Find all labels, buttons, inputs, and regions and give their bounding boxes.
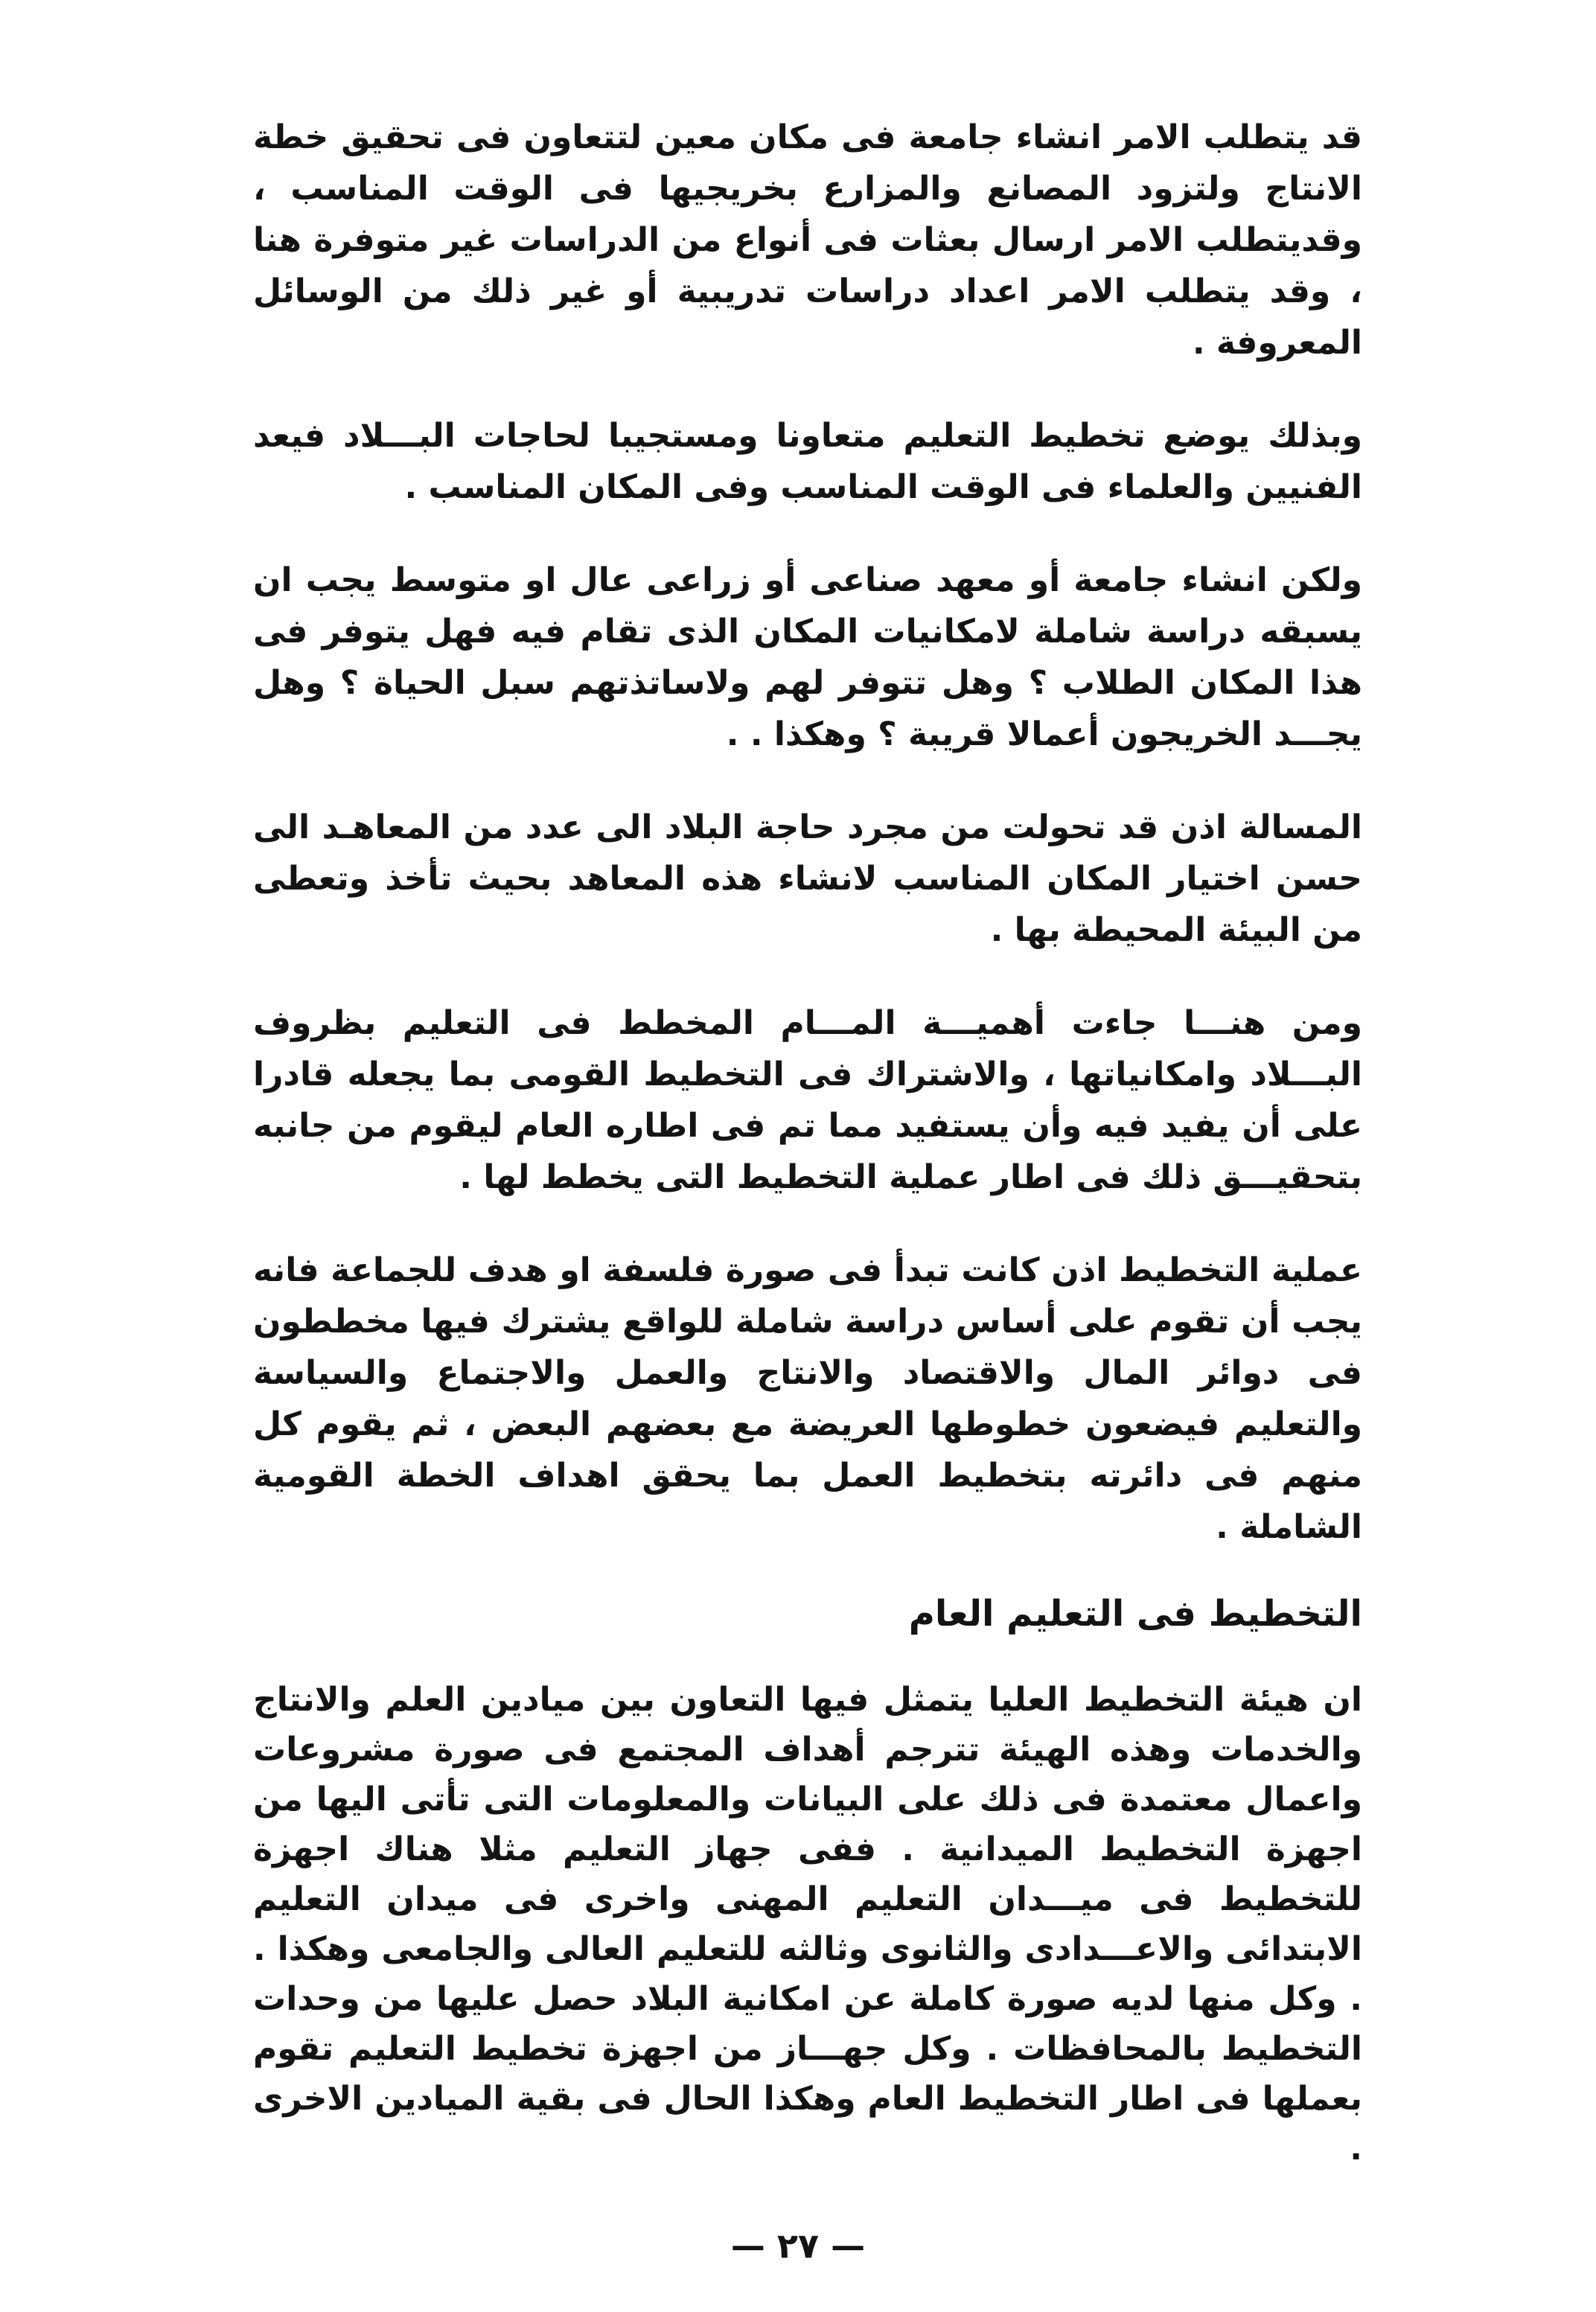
paragraph-4: المسالة اذن قد تحولت من مجرد حاجة البلاد الى عدد من المعاهـد الى حسن اختيار المكان المناسب لانشاء هذه المعاهد بحيث تأخذ وتعطى من البيئة المحيطة بها .: [253, 808, 1362, 949]
paragraph-3: ولكن انشاء جامعة أو معهد صناعى أو زراعى عال او متوسط يجب ان يسبقه دراسة شاملة لامكانيات المكان الذى تقام فيه فهل يتوفر فى هذا المكان الطلاب ؟ وهل تتوفر لهم ولاساتذتهم سبل الحياة ؟ وهل يجـــد الخريجون أعمالا قريبة ؟ وهكذا . .: [253, 561, 1362, 753]
page-body: [253, 112, 1362, 2174]
page-number: — ٢٧ —: [730, 2226, 866, 2266]
paragraph-7: ان هيئة التخطيط العليا يتمثل فيها التعاون بين ميادين العلم والانتاج والخدمات وهذه الهيئة تترجم أهداف المجتمع فى صورة مشروعات واعمال معتمدة فى ذلك على البيانات والمعلومات التى تأتى اليها من اجهزة التخطيط الميدانية . ففى جهاز التعليم مثلا هناك اجهزة للتخطيط فى ميـــدان التعليم المهنى واخرى فى ميدان التعليم الابتدائى والاعـــدادى والثانوى وثالثه للتعليم العالى والجامعى وهكذا . . وكل منها لديه صورة كاملة عن امكانية البلاد حصل عليها من وحدات التخطيط بالمحافظات . وكل جهـــاز من اجهزة تخطيط التعليم تقوم بعملها فى اطار التخطيط العام وهكذا الحال فى بقية الميادين الاخرى .: [253, 1681, 1362, 2168]
paragraph-6: عملية التخطيط اذن كانت تبدأ فى صورة فلسفة او هدف للجماعة فانه يجب أن تقوم على أساس دراسة شاملة للواقع يشترك فيها مخططون فى دوائر المال والاقتصاد والانتاج والعمل والاجتماع والسياسة والتعليم فيضعون خطوطها العريضة مع بعضهم البعض ، ثم يقوم كل منهم فى دائرته بتخطيط العمل بما يحقق اهداف الخطة القومية الشاملة .: [253, 1251, 1362, 1546]
paragraph-5: ومن هنـــا جاءت أهميـــة المـــام المخطط فى التعليم بظروف البـــلاد وامكانياتها ، والاشتراك فى التخطيط القومى بما يجعله قادرا على أن يفيد فيه وأن يستفيد مما تم فى اطاره العام ليقوم من جانبه بتحقيـــق ذلك فى اطار عملية التخطيط التى يخطط لها .: [253, 1004, 1362, 1196]
section-heading: التخطيط فى التعليم العام: [908, 1593, 1362, 1635]
paragraph-1: قد يتطلب الامر انشاء جامعة فى مكان معين لتتعاون فى تحقيق خطة الانتاج ولتزود المصانع والمزارع بخريجيها فى الوقت المناسب ، وقديتطلب الامر ارسال بعثات فى أنواع من الدراسات غير متوفرة هنا ، وقد يتطلب الامر اعداد دراسات تدريبية أو غير ذلك من الوسائل المعروفة .: [253, 118, 1362, 362]
paragraph-2: وبذلك يوضع تخطيط التعليم متعاونا ومستجيبا لحاجات البـــلاد فيعد الفنيين والعلماء فى الوقت المناسب وفى المكان المناسب .: [253, 417, 1362, 506]
